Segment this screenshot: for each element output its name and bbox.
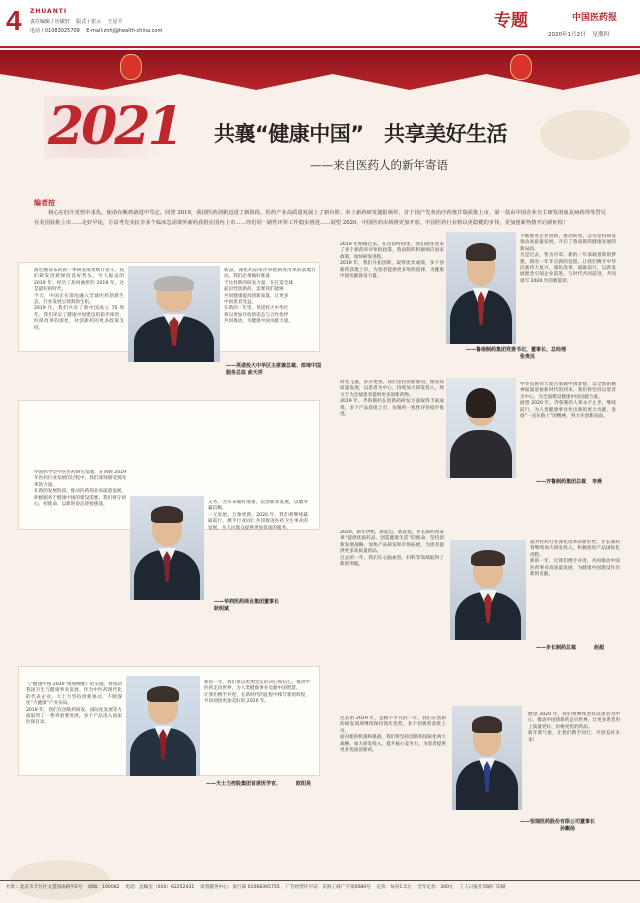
article-text: 2019 年刚刚过去。在这段时间里，我们接连迎来了多个新药审评审批政策，鲁南制药积极响应国家政策，加快研发进程。 2019 年，我们开拓创新，取得优异成绩，多个创新药获批上市，为患者提供更多用药选择，为健康中国贡献鲁南力量。 [340,242,444,280]
lantern-left [120,54,142,80]
article-text: 义务，为未来做好准备，以创新求发展，以服务赢信赖。 一元复始，万象更新。2020 年，我们将继续砥砺前行，携手行业同仁共同推进医药卫生事业的发展，为人民群众提供更加优质的服务。 [208,500,308,531]
portrait-photo [446,378,516,478]
author-signature: 孙飘扬 [560,826,576,832]
contact-info: 电话 / 01083025709 E-mail:znhj@health-china.com [30,28,163,34]
editor-credits: 责任编辑 / 应敏轩 版式 / 张云 王星平 [30,19,123,25]
portrait-photo [126,676,200,776]
cloud-decoration [540,110,630,160]
column-name: 专题 [494,11,528,31]
article-text: 展望 2020 年，我们将继续坚持以患者为中心，推动中国创新药走向世界，让更多患者用上质量更好、价格更优的药品。 新年新气象，让我们携手同行，共创美好未来！ [528,712,620,743]
author-signature: 李燕 [592,479,603,485]
issue-date: 2020年1月2日 星期四 [548,32,609,38]
lantern-right [510,54,532,80]
masthead [0,0,640,48]
editor-note: 初心在肘介更悟中求仇，使命在映鸡备进中笃定。回望 2019，我国医药剑新迈进了新阶段，医药产业高质量发展上了新台阶。奉上新药研发捷报频传，首个国产先务治疗药奥甘瑞获批上市，第一款由中国企业自主研发的血友病药得等替兄在美国获批上市……走好早徒，方益考先实抗享多个临床急需境外新药获批在国内上市……你们同一路性评价工作稳步推进……展望 2020，中国医药市场将更加开放，中国医药行业将以更稳健的步伐，更加创新热情开启新征程！ [34,210,606,226]
author-signature: ——天士力控股集团首席医学官、 [206,781,282,787]
portrait-photo [452,706,522,810]
festive-banner [0,50,640,90]
author-signature: 服务总监 俞天祥 [226,370,263,376]
author-signature: ——华润医药商业集团董事长 [214,599,280,605]
article-text: 《“健康中国 2030”规划纲要》的实施，将推动我国卫生与健康事业发展。作为中医药现代化的代表企业，天士力坚持创新驱动，不断深化“大健康”产业布局。 2019 年，我们在创新药研发、国际化发展等方面取得了一系列重要进展，多个产品进入国家医保目录。 [26,682,122,726]
author-signature: 欧阳昊 [296,781,312,787]
footer-info: 社址：北京市丰台区文慧园南路甲2号 邮编：100082 电话：总编室（010）62252431 读者服务中心：发行部 01068365755 广告经营许可证：京海工商广字第0080号 定价：每份1.5元 全年定价：300元 工人日报社印刷厂印刷 [6,885,506,890]
article-text: 不断推进企业创新、推动转型。公司坚持研发推动高质量发展，开启了鲁南制药健康发展的新局面。 凡是过去，皆为序章。新的一年承载着新的梦想，新的一年开启新的征程。让我们携手中华民族伟大复兴，深化改革，砥砺前行，以新发展理念引领企业前进，与时代共同前进，共同谱写 2020 年的新篇章。 [520,234,616,284]
author-signature: 张贵民 [520,354,536,360]
portrait-photo [130,496,204,600]
article-text: 面对医药行业深化改革的新形势，步长制药将继续加大研发投入，积极推进产品国际化进程。 新的一年，让我们携手并进，共同推动中国医药事业高质量发展，为健康中国建设作出新的贡献。 [530,540,620,578]
article-text: 中华民族伟大复兴承载中国梦想，以全新的精神面貌迎接新时代的到来。我们将坚持以患者为中心，为全面建设健康中国贡献力量。 展望 2020 年，齐鲁制药人将永不止步，继续前行，为人类健康事业作出新的更大贡献，发扬“一直在路上”的精神，努力开创新局面。 [520,382,616,420]
author-signature: 耿明斌 [214,606,230,612]
article-text: 过去的 2019 年，是极不平凡的一年，我们在创新药研发领域继续保持领先优势，多个创新药获批上市。 面对新的机遇和挑战，我们将坚持创新和国际化两大战略，加大研发投入，提升核心竞争力，为患者提供更多优质创新药。 [340,716,446,754]
article-text: 中国药学会中医医药研究基地，在回顾 2019 年医药行业发展的过程中，我们深刻感受到改革的力量。 在新的发展阶段，推动医药商业高质量发展，积极服务于健康中国的建设需要。我们将守初心、担使命，以新的姿态迎接挑战。 [34,470,126,508]
author-signature: ——齐鲁制药集团总裁 [536,479,587,485]
section-en: ZHUANTI [30,8,68,15]
article-text: 最近刚发布的新一季研发成果统计显示，我们研发创新保持良好势头。令人振奋的 2019 年，经历了坎坷曲折的 2019 年。这是最好的时代。 今天，中国正在深度融入全球医药创新生态，行业发展呈现勃勃生机。 2019 年，我们共有了新中国成立 70 周年，我们见证了健康中国建设的稳步推进，医保改革的深化，对创新药的更多政策支持。 [34,268,124,331]
article-text: 新品，深化药品审评审批制度改革的落地行动。我们必须做好准备 于这样新的研发力量，在打造全球 前沿性创新药，需要我们能够 共同健康提高创新质量，让更多 中国患者受益。 在新的一年里，英诺投大中华区 将以更加开放的姿态与合作伙伴 共同推动，为健康中国贡献力量。 [224,268,316,325]
author-signature: ——鲁南制药集团党委书记、董事长、总经理 [466,347,567,353]
headline-subtitle: ——来自医药人的新年寄语 [310,158,448,172]
portrait-photo [450,540,526,640]
page-number: 4 [6,5,22,36]
footer-rule [0,880,640,881]
article-text: 时光飞逝，岁序更替。我们坚持创新驱动，推进高质量发展，以患者为中心，持续加大研发投入，致力于为全球患者提供更多创新药物。 2019 年，齐鲁制药在创新药研发方面取得丰硕成果，多个产品获批上市，仿制药一致性评价稳步推进。 [340,380,444,418]
editor-note-label: 编者按 [34,199,55,207]
article-text: 2020，新年伊始，新起点，新征程，步长制药将秉承“提供优质药品，创造健康生活”的使命，坚持创新发展战略，加快产品研发和市场拓展，为患者提供更多高质量药品。 过去的一年，我们在心脑血管、妇科等领域取得了新的突破。 [340,530,444,568]
author-signature: 赵超 [594,645,605,651]
year-logo [44,96,194,158]
paper-name: 中国医药报 [572,13,618,23]
headline-title: 共襄“健康中国” 共享美好生活 [214,122,508,146]
portrait-photo [446,232,516,344]
year-text: 2021 [48,96,181,157]
portrait-photo [128,266,220,362]
author-signature: ——英诺投大中华区主席兼总裁、郎琦中国 [226,363,322,369]
author-signature: ——恒瑞医药股份有限公司董事长 [520,819,596,825]
article-text: 新的一年，我们将以更加坚定的决心和信心，推动中医药走向世界，为人类健康事业贡献中国智慧。 让我们携手共进，在新时代的征程中续写新的辉煌，共同迎接更加美好的 2020 年。 [204,680,310,705]
author-signature: ——步长制药总裁 [536,645,577,651]
